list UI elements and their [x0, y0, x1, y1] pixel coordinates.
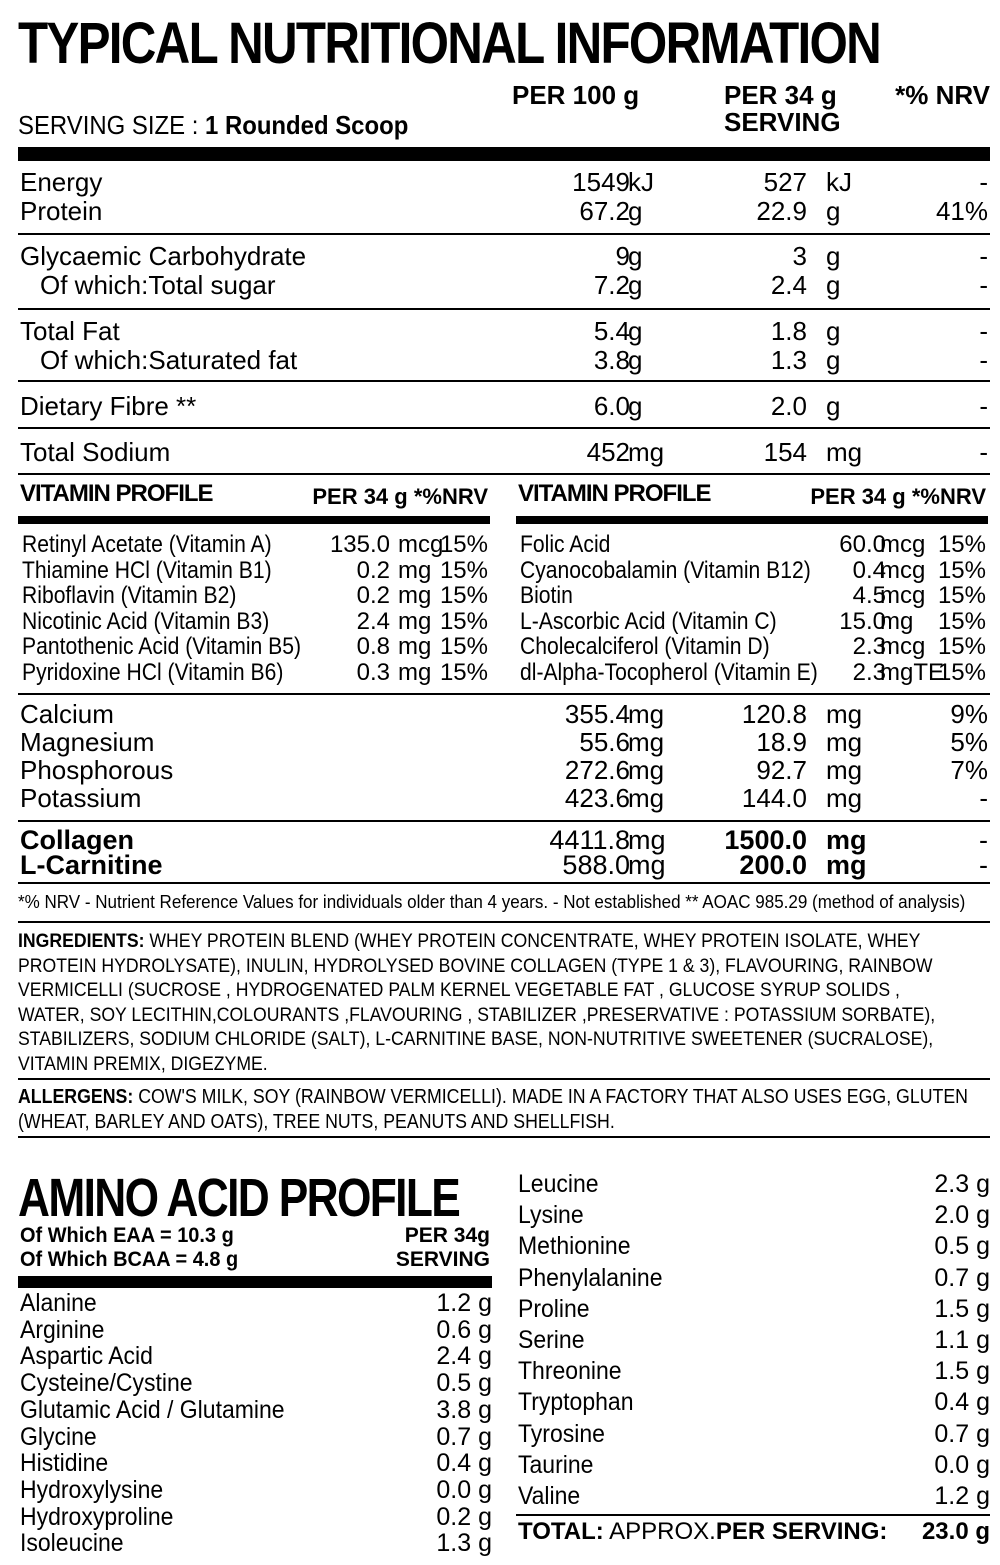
amino-row [18, 1290, 492, 1317]
nutrient-per100-unit: g [628, 345, 643, 375]
vitamin-value: 2.3 [852, 633, 886, 661]
nutrient-per100-value: 9 [615, 241, 630, 271]
vitamin-name: Cyanocobalamin (Vitamin B12) [520, 556, 811, 584]
amino-total [516, 1517, 990, 1547]
amino-name: Arginine [20, 1315, 105, 1344]
vitamin-title: VITAMIN PROFILE [20, 480, 213, 507]
nutrient-per100-unit: mg [628, 437, 665, 467]
mineral-name: Potassium [20, 783, 142, 813]
eaa-label [20, 1224, 245, 1248]
mineral-serving-unit: mg [826, 783, 863, 813]
mineral-per100-unit: mg [628, 699, 665, 729]
header-per-serving-line1: PER 34 g [724, 80, 837, 110]
ingredients-line [18, 1003, 936, 1028]
vitamin-nrv: 15% [439, 531, 488, 558]
total-per: PER SERVING: [715, 1518, 888, 1545]
extra-name: L-Carnitine [20, 850, 163, 880]
vitamin-title: VITAMIN PROFILE [518, 480, 711, 507]
nutrient-per100-unit: g [628, 196, 643, 226]
extra-serving-value: 200.0 [739, 850, 807, 880]
nutrient-row [18, 317, 990, 346]
amino-col-line2: SERVING [395, 1248, 490, 1271]
amino-value: 3.8 g [436, 1395, 492, 1424]
nutrient-serving-unit: g [826, 270, 841, 300]
amino-value: 0.0 g [934, 1450, 990, 1479]
nutrient-serving-value: 154 [763, 437, 807, 467]
nutrient-per100-value: 6.0 [593, 391, 630, 421]
vitamin-value: 0.2 [356, 556, 390, 584]
mineral-row [18, 700, 990, 729]
extra-nrv: - [979, 825, 988, 855]
header-per-serving-line2: SERVING [724, 107, 841, 137]
mineral-nrv: 5% [950, 727, 988, 757]
amino-row [516, 1421, 990, 1448]
nutrient-per100-value: 1549 [572, 167, 630, 197]
amino-value: 1.5 g [934, 1294, 990, 1323]
allergens-line [18, 1084, 968, 1109]
vitamin-name: L-Ascorbic Acid (Vitamin C) [520, 607, 777, 635]
extra-per100-value: 588.0 [562, 850, 630, 880]
vitamin-nrv: 15% [937, 659, 986, 686]
nutrient-name: Glycaemic Carbohydrate [20, 241, 307, 271]
nutrient-name: Total Fat [20, 316, 120, 346]
nutrient-per100-unit: kJ [628, 167, 654, 197]
amino-row [18, 1370, 492, 1397]
amino-name: Threonine [518, 1357, 622, 1386]
amino-value: 0.7 g [934, 1419, 990, 1448]
ingredients-line [18, 929, 921, 954]
vitamin-row [18, 583, 490, 609]
vitamin-row [516, 558, 988, 584]
nutrient-serving-value: 3 [792, 241, 807, 271]
vitamin-value: 2.3 [852, 659, 886, 686]
nutrient-nrv: - [979, 241, 988, 271]
mineral-per100-value: 55.6 [579, 727, 630, 757]
amino-name: Histidine [20, 1449, 109, 1478]
amino-value: 0.7 g [436, 1422, 492, 1451]
amino-name: Methionine [518, 1232, 631, 1261]
vitamin-nrv: 15% [439, 582, 488, 610]
amino-row [516, 1233, 990, 1260]
vitamin-name: dl-Alpha-Tocopherol (Vitamin E) [520, 659, 818, 686]
allergens-line [18, 1109, 861, 1134]
nutrient-name: Of which:Total sugar [40, 270, 276, 300]
extra-serving-unit: mg [826, 850, 867, 880]
nutrient-name: Dietary Fibre ** [20, 391, 197, 421]
amino-row [18, 1317, 492, 1344]
nutrient-serving-unit: g [826, 241, 841, 271]
amino-name: Alanine [20, 1289, 97, 1317]
nutrient-nrv: - [979, 316, 988, 346]
vitamin-unit: mgTE [880, 659, 945, 686]
divider [18, 233, 990, 235]
ingredients-text: WHEY PROTEIN BLEND (WHEY PROTEIN CONCENTRATE, WHEY PROTEIN ISOLATE, WHEY [149, 930, 921, 952]
amino-row [516, 1327, 990, 1354]
amino-name: Valine [518, 1482, 581, 1510]
amino-value: 0.4 g [436, 1449, 492, 1478]
amino-row [516, 1389, 990, 1416]
vitamin-row [18, 660, 490, 686]
nutrient-serving-unit: g [826, 196, 841, 226]
nutrient-serving-value: 22.9 [756, 196, 807, 226]
vitamin-row [516, 609, 988, 635]
divider-thick [18, 1276, 492, 1288]
amino-name: Leucine [518, 1170, 599, 1198]
ingredients-text: VITAMIN PREMIX, DIGEZYME. [18, 1052, 268, 1075]
mineral-serving-unit: mg [826, 727, 863, 757]
amino-value: 1.1 g [934, 1326, 990, 1354]
amino-value: 0.5 g [436, 1369, 492, 1398]
nutrient-serving-value: 2.4 [770, 270, 807, 300]
divider [18, 1136, 990, 1138]
vitamin-name: Thiamine HCl (Vitamin B1) [22, 556, 272, 584]
serving-size-label: SERVING SIZE : [18, 110, 199, 140]
vitamin-row [18, 558, 490, 584]
nutrient-nrv: - [979, 270, 988, 300]
nutrient-nrv: - [979, 345, 988, 375]
extra-serving-unit: mg [826, 825, 867, 855]
vitamin-col-header: PER 34 g *%NRV [810, 484, 986, 509]
mineral-serving-unit: mg [826, 755, 863, 785]
bcaa-text: Of Which BCAA = 4.8 g [20, 1248, 239, 1271]
vitamin-unit: mcg [880, 531, 926, 558]
nutrient-per100-unit: g [628, 241, 643, 271]
divider [516, 1514, 990, 1516]
nutrient-name: Protein [20, 196, 103, 226]
vitamin-value: 0.8 [356, 633, 390, 661]
amino-name: Tryptophan [518, 1388, 634, 1417]
nutrient-serving-unit: g [826, 345, 841, 375]
vitamin-unit: mg [398, 633, 432, 661]
amino-value: 1.2 g [436, 1289, 492, 1317]
divider [18, 427, 990, 429]
vitamin-unit: mcg [880, 633, 926, 661]
allergens-block [18, 1084, 993, 1134]
amino-name: Serine [518, 1326, 585, 1354]
divider [18, 921, 990, 923]
amino-row [18, 1450, 492, 1477]
nutrient-row [18, 346, 990, 375]
vitamin-unit: mcg [398, 531, 444, 558]
amino-name: Hydroxylysine [20, 1475, 164, 1504]
vitamin-unit: mcg [880, 582, 926, 610]
total-value: 23.0 g [921, 1518, 990, 1545]
amino-row [18, 1397, 492, 1424]
vitamin-nrv: 15% [937, 633, 986, 661]
nutrient-nrv: - [979, 437, 988, 467]
nutrient-row [18, 271, 990, 300]
amino-value: 1.5 g [934, 1357, 990, 1386]
nutrient-name: Of which:Saturated fat [40, 345, 298, 375]
vitamin-row [18, 634, 490, 660]
header-per-100g: PER 100 g [512, 80, 640, 110]
vitamin-name: Pantothenic Acid (Vitamin B5) [22, 633, 302, 661]
amino-row [18, 1504, 492, 1531]
amino-value: 1.2 g [934, 1482, 990, 1510]
extra-serving-value: 1500.0 [724, 825, 807, 855]
nutrient-serving-unit: g [826, 391, 841, 421]
vitamin-unit: mcg [880, 556, 926, 584]
ingredients-line [18, 954, 933, 979]
nutrient-serving-value: 2.0 [770, 391, 807, 421]
nutrient-nrv: 41% [935, 196, 988, 226]
amino-name: Glycine [20, 1422, 97, 1451]
mineral-serving-value: 92.7 [756, 755, 807, 785]
vitamin-name: Pyridoxine HCl (Vitamin B6) [22, 659, 284, 686]
mineral-per100-value: 272.6 [564, 755, 630, 785]
vitamin-nrv: 15% [439, 633, 488, 661]
vitamin-unit: mg [398, 582, 432, 610]
label-title: TYPICAL NUTRITIONAL INFORMATION [18, 11, 881, 76]
mineral-per100-unit: mg [628, 727, 665, 757]
amino-name: Isoleucine [20, 1529, 124, 1558]
nutrient-per100-value: 67.2 [579, 196, 630, 226]
nutrient-serving-value: 1.8 [770, 316, 807, 346]
vitamin-row [516, 532, 988, 558]
vitamin-nrv: 15% [937, 607, 986, 635]
vitamin-unit: mg [398, 556, 432, 584]
amino-value: 0.7 g [934, 1263, 990, 1292]
divider [18, 820, 990, 822]
total-approx: APPROX. [609, 1518, 716, 1545]
mineral-row [18, 756, 990, 785]
nutrient-serving-unit: kJ [826, 167, 852, 197]
vitamin-name: Nicotinic Acid (Vitamin B3) [22, 607, 270, 635]
mineral-per100-unit: mg [628, 783, 665, 813]
vitamin-nrv: 15% [937, 556, 986, 584]
nutrient-per100-value: 452 [586, 437, 630, 467]
extra-row [18, 852, 990, 881]
nutrient-per100-value: 7.2 [593, 270, 630, 300]
mineral-per100-value: 355.4 [564, 699, 630, 729]
ingredients-label: INGREDIENTS: [18, 930, 145, 952]
mineral-serving-value: 120.8 [741, 699, 807, 729]
divider [18, 882, 990, 884]
vitamin-name: Folic Acid [520, 531, 611, 558]
divider-thick [18, 516, 490, 524]
amino-name: Phenylalanine [518, 1263, 663, 1292]
mineral-nrv: 7% [950, 755, 988, 785]
amino-row [516, 1296, 990, 1323]
nutrient-name: Energy [20, 167, 103, 197]
amino-row [516, 1483, 990, 1510]
vitamin-value: 0.2 [356, 582, 390, 610]
eaa-text: Of Which EAA = 10.3 g [20, 1224, 234, 1247]
vitamin-value: 0.3 [356, 659, 390, 686]
ingredients-text: WATER, SOY LECITHIN,COLOURANTS ,FLAVOURING , STABILIZER ,PRESERVATIVE : POTASSIUM SORBATE), [18, 1003, 936, 1026]
mineral-nrv: 9% [950, 699, 988, 729]
mineral-name: Phosphorous [20, 755, 174, 785]
vitamin-name: Cholecalciferol (Vitamin D) [520, 633, 770, 661]
vitamin-nrv: 15% [439, 607, 488, 635]
mineral-per100-unit: mg [628, 755, 665, 785]
amino-name: Glutamic Acid / Glutamine [20, 1395, 285, 1424]
vitamin-value: 60.0 [839, 531, 886, 558]
mineral-nrv: - [979, 783, 988, 813]
amino-name: Hydroxyproline [20, 1502, 174, 1531]
nutrient-row [18, 197, 990, 226]
amino-value: 0.2 g [436, 1502, 492, 1531]
nutrient-row [18, 438, 990, 467]
amino-name: Taurine [518, 1450, 594, 1479]
amino-title: AMINO ACID PROFILE [18, 1168, 460, 1228]
vitamin-value: 15.0 [839, 607, 886, 635]
vitamin-header [516, 480, 988, 510]
vitamin-row [516, 634, 988, 660]
nutrient-serving-unit: mg [826, 437, 863, 467]
ingredients-line [18, 1027, 934, 1052]
amino-row [18, 1343, 492, 1370]
nutrient-serving-value: 527 [763, 167, 807, 197]
vitamin-unit: mg [398, 659, 432, 686]
nutrient-per100-value: 5.4 [593, 316, 630, 346]
vitamin-col-header: PER 34 g *%NRV [312, 484, 488, 509]
vitamin-nrv: 15% [439, 659, 488, 686]
divider-thick [516, 516, 988, 524]
amino-value: 0.6 g [436, 1315, 492, 1344]
ingredients-line [18, 1052, 900, 1077]
vitamin-name: Retinyl Acetate (Vitamin A) [22, 531, 272, 558]
nutrient-row [18, 392, 990, 421]
header-nrv: *% NRV [895, 80, 990, 110]
amino-value: 0.0 g [436, 1475, 492, 1504]
vitamin-value: 2.4 [356, 607, 390, 635]
mineral-serving-value: 144.0 [741, 783, 807, 813]
vitamin-value: 0.4 [852, 556, 886, 584]
vitamin-name: Biotin [520, 582, 573, 610]
header-per-serving [724, 82, 841, 136]
mineral-per100-value: 423.6 [564, 783, 630, 813]
mineral-serving-value: 18.9 [756, 727, 807, 757]
mineral-row [18, 784, 990, 813]
amino-name: Aspartic Acid [20, 1342, 153, 1371]
nutrient-nrv: - [979, 391, 988, 421]
nutrient-per100-unit: g [628, 270, 643, 300]
extra-per100-unit: mg [628, 825, 666, 855]
nutrient-per100-unit: g [628, 391, 643, 421]
divider [18, 380, 990, 382]
amino-col-line1: PER 34g [404, 1224, 490, 1247]
nutrient-name: Total Sodium [20, 437, 171, 467]
nutrient-nrv: - [979, 167, 988, 197]
amino-value: 2.0 g [934, 1201, 990, 1230]
amino-row [516, 1358, 990, 1385]
extra-nrv: - [979, 850, 988, 880]
amino-value: 0.5 g [934, 1232, 990, 1261]
serving-size [18, 110, 408, 141]
amino-value: 1.3 g [436, 1529, 492, 1558]
ingredients-text: VERMICELLI (SUCROSE , HYDROGENATED PALM KERNEL VEGETABLE FAT , GLUCOSE SYRUP SOLIDS , [18, 979, 900, 1001]
nutrient-serving-unit: g [826, 316, 841, 346]
nutrient-serving-value: 1.3 [770, 345, 807, 375]
allergens-text: COW'S MILK, SOY (RAINBOW VERMICELLI). MADE IN A FACTORY THAT ALSO USES EGG, GLUTEN [138, 1085, 968, 1108]
divider [18, 308, 990, 310]
amino-value: 0.4 g [934, 1388, 990, 1417]
divider [18, 1078, 990, 1080]
amino-col-header [396, 1224, 490, 1272]
vitamin-value: 135.0 [329, 531, 390, 558]
serving-size-value: 1 Rounded Scoop [204, 110, 409, 140]
amino-row [18, 1424, 492, 1451]
amino-row [516, 1452, 990, 1479]
amino-row [18, 1530, 492, 1557]
vitamin-value: 4.5 [852, 582, 886, 610]
allergens-text: (WHEAT, BARLEY AND OATS), TREE NUTS, PEANUTS AND SHELLFISH. [18, 1110, 615, 1133]
vitamin-unit: mg [398, 607, 432, 635]
vitamin-nrv: 15% [937, 582, 986, 610]
extra-per100-value: 4411.8 [549, 825, 630, 855]
mineral-name: Magnesium [20, 727, 155, 757]
divider [18, 473, 990, 475]
nutrient-per100-unit: g [628, 316, 643, 346]
mineral-serving-unit: mg [826, 699, 863, 729]
divider-thick [18, 147, 990, 161]
bcaa-label [20, 1248, 250, 1272]
vitamin-row [18, 532, 490, 558]
divider [18, 693, 990, 695]
vitamin-name: Riboflavin (Vitamin B2) [22, 582, 237, 610]
mineral-name: Calcium [20, 699, 114, 729]
amino-row [516, 1171, 990, 1198]
amino-name: Cysteine/Cystine [20, 1369, 193, 1398]
vitamin-unit: mg [880, 607, 914, 635]
vitamin-nrv: 15% [937, 531, 986, 558]
mineral-row [18, 728, 990, 757]
amino-row [516, 1202, 990, 1229]
total-row-label [518, 1517, 887, 1547]
ingredients-text: STABILIZERS, SODIUM CHLORIDE (SALT), L-CARNITINE BASE, NON-NUTRITIVE SWEETENER (SUCRALOSE), [18, 1028, 934, 1050]
nutrient-row [18, 242, 990, 271]
vitamin-row [516, 583, 988, 609]
extra-name: Collagen [20, 825, 135, 855]
allergens-label: ALLERGENS: [18, 1085, 134, 1108]
extra-per100-unit: mg [628, 850, 666, 880]
ingredients-block [18, 929, 993, 1076]
vitamin-row [18, 609, 490, 635]
amino-name: Proline [518, 1294, 590, 1323]
amino-value: 2.4 g [436, 1342, 492, 1371]
vitamin-row [516, 660, 988, 686]
total-label: TOTAL: [518, 1518, 604, 1545]
vitamin-nrv: 15% [439, 556, 488, 584]
nutrient-per100-value: 3.8 [593, 345, 630, 375]
nutrient-row [18, 168, 990, 197]
footnote: *% NRV - Nutrient Reference Values for individuals older than 4 years. - Not established ** AOAC 985.29 (method of analysis) [18, 891, 966, 912]
ingredients-text: PROTEIN HYDROLYSATE), INULIN, HYDROLYSED BOVINE COLLAGEN (TYPE 1 & 3), FLAVOURING, RAINBOW [18, 954, 933, 977]
amino-row [516, 1265, 990, 1292]
vitamin-header [18, 480, 490, 510]
ingredients-line [18, 978, 900, 1003]
amino-value: 2.3 g [934, 1170, 990, 1198]
amino-name: Lysine [518, 1201, 584, 1230]
amino-row [18, 1477, 492, 1504]
amino-name: Tyrosine [518, 1419, 605, 1448]
